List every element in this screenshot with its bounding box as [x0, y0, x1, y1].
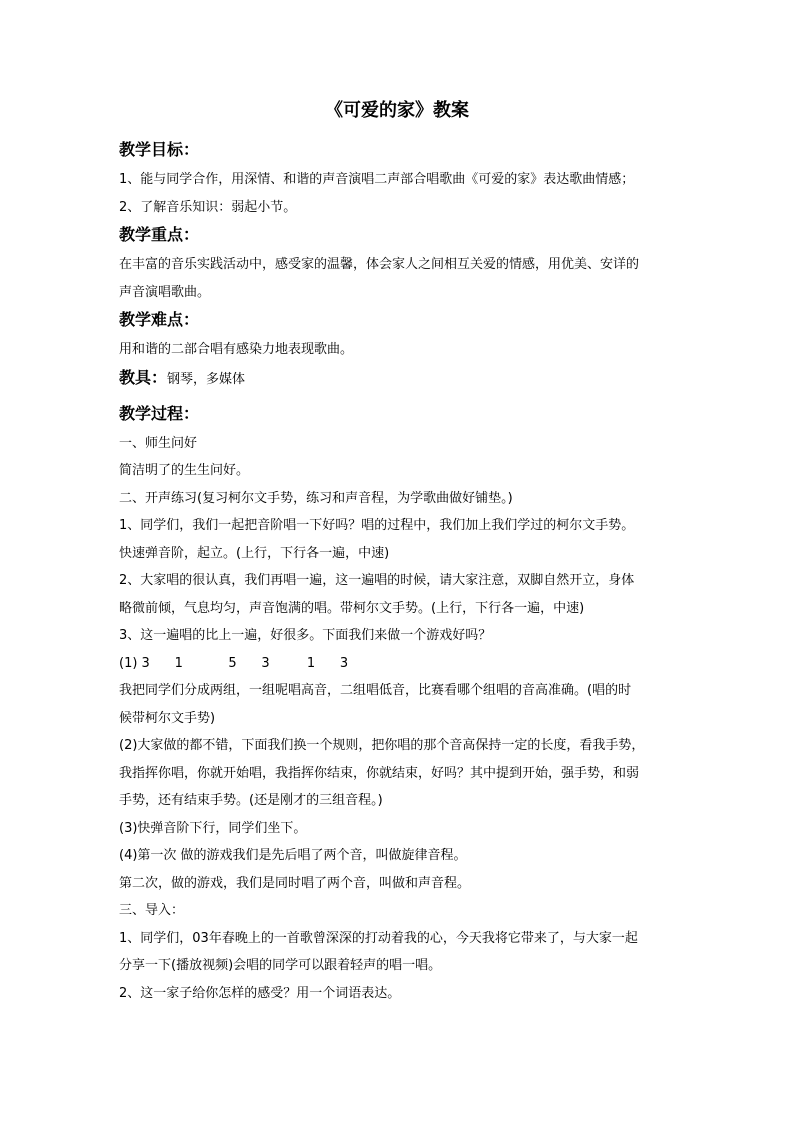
- paragraph-line: 简洁明了的生生问好。: [119, 463, 250, 478]
- section-heading-tools: 教具：: [119, 367, 168, 387]
- document-body: [119, 136, 679, 1007]
- paragraph-line: 在丰富的音乐实践活动中，感受家的温馨，体会家人之间相互关爱的情感，用优美、安详的: [119, 257, 640, 272]
- paragraph-line: 第二次，做的游戏，我们是同时唱了两个音，叫做和声音程。: [119, 875, 471, 891]
- section-tools: [119, 364, 679, 396]
- paragraph-line: 1、同学们，03年春晚上的一首歌曾深深的打动着我的心，今天我将它带来了，与大家一起: [119, 930, 638, 946]
- paragraph-line: 二、开声练习(复习柯尔文手势，练习和声音程，为学歌曲做好铺垫。): [119, 490, 513, 506]
- paragraph-line: 1、同学们，我们一起把音阶唱一下好吗？唱的过程中，我们加上我们学过的柯尔文手势。: [119, 518, 635, 533]
- document-title: 《可爱的家》教案: [325, 100, 469, 121]
- section-heading-key-points: 教学重点：: [119, 225, 200, 244]
- paragraph-line: (2)大家做的都不错，下面我们换一个规则，把你唱的那个音高保持一定的长度，看我手势，: [119, 738, 645, 753]
- notes-line: (1) 3 1 5 3 1 3: [119, 655, 349, 671]
- tools-text: 钢琴，多媒体: [167, 371, 246, 387]
- paragraph-line: 三、导入：: [119, 903, 185, 918]
- paragraph-line: 用和谐的二部合唱有感染力地表现歌曲。: [119, 342, 354, 357]
- section-heading-goals: 教学目标：: [119, 140, 200, 159]
- paragraph-line: 一、师生问好: [119, 435, 198, 451]
- paragraph-line: 我把同学们分成两组，一组呢唱高音，二组唱低音，比赛看哪个组唱的音高准确。(唱的时: [119, 683, 632, 698]
- paragraph-line: (4)第一次 做的游戏我们是先后唱了两个音，叫做旋律音程。: [119, 848, 467, 863]
- paragraph-line: 1、能与同学合作，用深情、和谐的声音演唱二声部合唱歌曲《可爱的家》表达歌曲情感；: [119, 172, 635, 187]
- paragraph-line: 快速弹音阶，起立。(上行，下行各一遍，中速): [119, 545, 390, 561]
- section-heading-process: 教学过程：: [119, 403, 200, 423]
- paragraph-line: 声音演唱歌曲。: [119, 284, 211, 300]
- paragraph-line: 3、这一遍唱的比上一遍，好很多。下面我们来做一个游戏好吗？: [119, 628, 492, 643]
- paragraph-line: 分享一下(播放视频)会唱的同学可以跟着轻声的唱一唱。: [119, 958, 442, 973]
- paragraph-line: 手势，还有结束手势。(还是刚才的三组音程。): [119, 793, 383, 808]
- paragraph-line: 2、大家唱的很认真，我们再唱一遍，这一遍唱的时候，请大家注意，双脚自然开立，身体: [119, 573, 635, 588]
- paragraph-line: 略微前倾，气息均匀，声音饱满的唱。带柯尔文手势。(上行，下行各一遍，中速): [119, 600, 585, 616]
- paragraph-line: (3)快弹音阶下行，同学们坐下。: [119, 820, 307, 836]
- paragraph-line: 我指挥你唱，你就开始唱，我指挥你结束，你就结束，好吗？其中提到开始，强手势，和弱: [119, 765, 640, 781]
- paragraph-line: 候带柯尔文手势): [119, 710, 216, 726]
- paragraph-line: 2、这一家子给你怎样的感受？用一个词语表达。: [119, 985, 401, 1001]
- paragraph-line: 2、了解音乐知识：弱起小节。: [119, 199, 297, 215]
- section-heading-difficulties: 教学难点：: [119, 310, 200, 329]
